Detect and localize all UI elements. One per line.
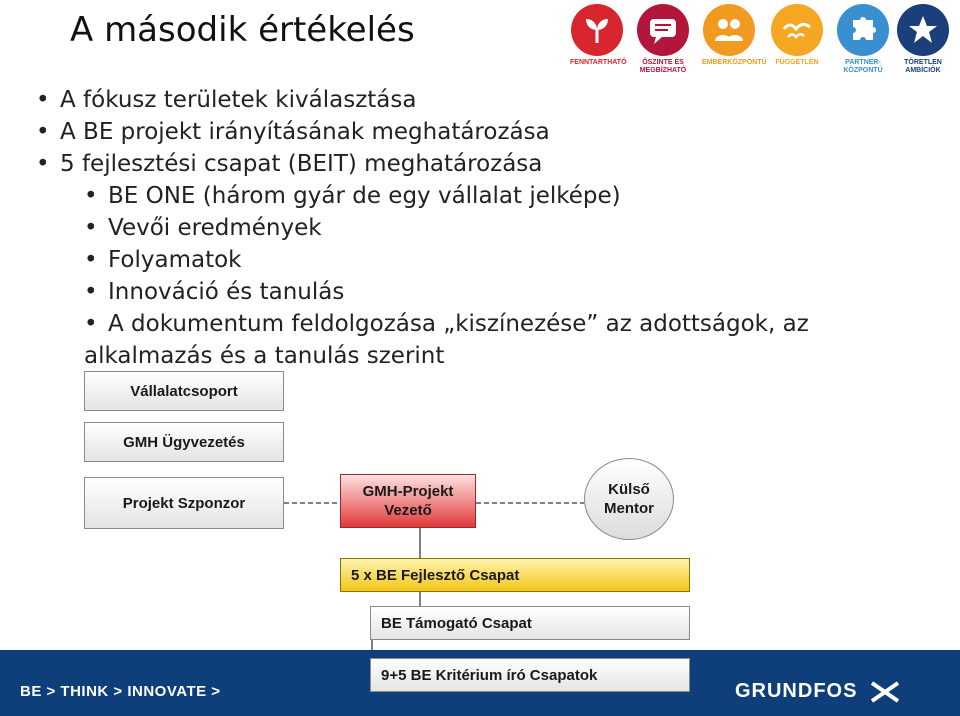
badge-fuggetlen: [770, 4, 824, 67]
bullet-list: [36, 84, 936, 372]
sub-bullet-text: A dokumentum feldolgozása „kiszínezése” az adottságok, az: [108, 311, 809, 337]
bullet-item: • 5 fejlesztési csapat (BEIT) meghatározása: [36, 148, 936, 180]
org-box-projekt-vezeto: GMH-Projekt Vezető: [340, 474, 476, 528]
speech-bubble-icon: [637, 4, 689, 56]
birds-icon: [771, 4, 823, 56]
badge-label: ŐSZINTE ÉS MEGBÍZHATÓ: [639, 59, 687, 74]
slide-title: A második értékelés: [70, 10, 415, 50]
sub-bullet-item: • Vevői eredmények: [36, 212, 936, 244]
bullet-item: • A BE projekt irányításának meghatározása: [36, 116, 936, 148]
sprout-icon: [571, 4, 623, 56]
sub-bullet-continuation: alkalmazás és a tanulás szerint: [84, 343, 445, 369]
org-box-gmh-ugyvezetes: GMH Ügyvezetés: [84, 422, 284, 462]
badge-partnerkozpontu: [836, 4, 890, 75]
grundfos-x-icon: [870, 681, 900, 703]
bullet-item: • A fókusz területek kiválasztása: [36, 84, 936, 116]
sub-bullet-item: • BE ONE (három gyár de egy vállalat jelképe): [36, 180, 936, 212]
puzzle-icon: [837, 4, 889, 56]
org-circle-kulso-mentor: Külső Mentor: [584, 458, 674, 540]
footer-slogan: BE > THINK > INNOVATE >: [20, 683, 221, 700]
badge-fenntarthato: [570, 4, 627, 67]
badge-toretlen: [896, 4, 950, 75]
badge-label: PARTNER-KÖZPONTÚ: [843, 59, 883, 74]
sub-bullet-item: • Folyamatok: [36, 244, 936, 276]
org-box-projekt-szponzor: Projekt Szponzor: [84, 477, 284, 529]
sub-bullet-item: • Innováció és tanulás: [36, 276, 936, 308]
grundfos-logo: [735, 680, 900, 703]
badge-label: TÖRETLEN AMBÍCIÓK: [904, 59, 942, 74]
org-box-kriterium-csapatok: 9+5 BE Kritérium író Csapatok: [370, 658, 690, 692]
brand-text: GRUNDFOS: [734, 680, 858, 702]
star-icon: [897, 4, 949, 56]
badge-label: EMBERKÖZPONTÚ: [702, 59, 767, 66]
org-box-vallalatcsoport: Vállalatcsoport: [84, 371, 284, 411]
badge-label: FÜGGETLEN: [775, 59, 819, 66]
badge-emberkozpontu: [702, 4, 767, 67]
sub-bullet-item-multiline: [36, 308, 948, 372]
values-badges: [570, 4, 956, 88]
org-box-fejleszto-csapat: 5 x BE Fejlesztő Csapat: [340, 558, 690, 592]
badge-label: FENNTARTHATÓ: [570, 59, 627, 66]
org-box-tamogato-csapat: BE Támogató Csapat: [370, 606, 690, 640]
badge-oszinte: [636, 4, 690, 75]
people-icon: [703, 4, 755, 56]
